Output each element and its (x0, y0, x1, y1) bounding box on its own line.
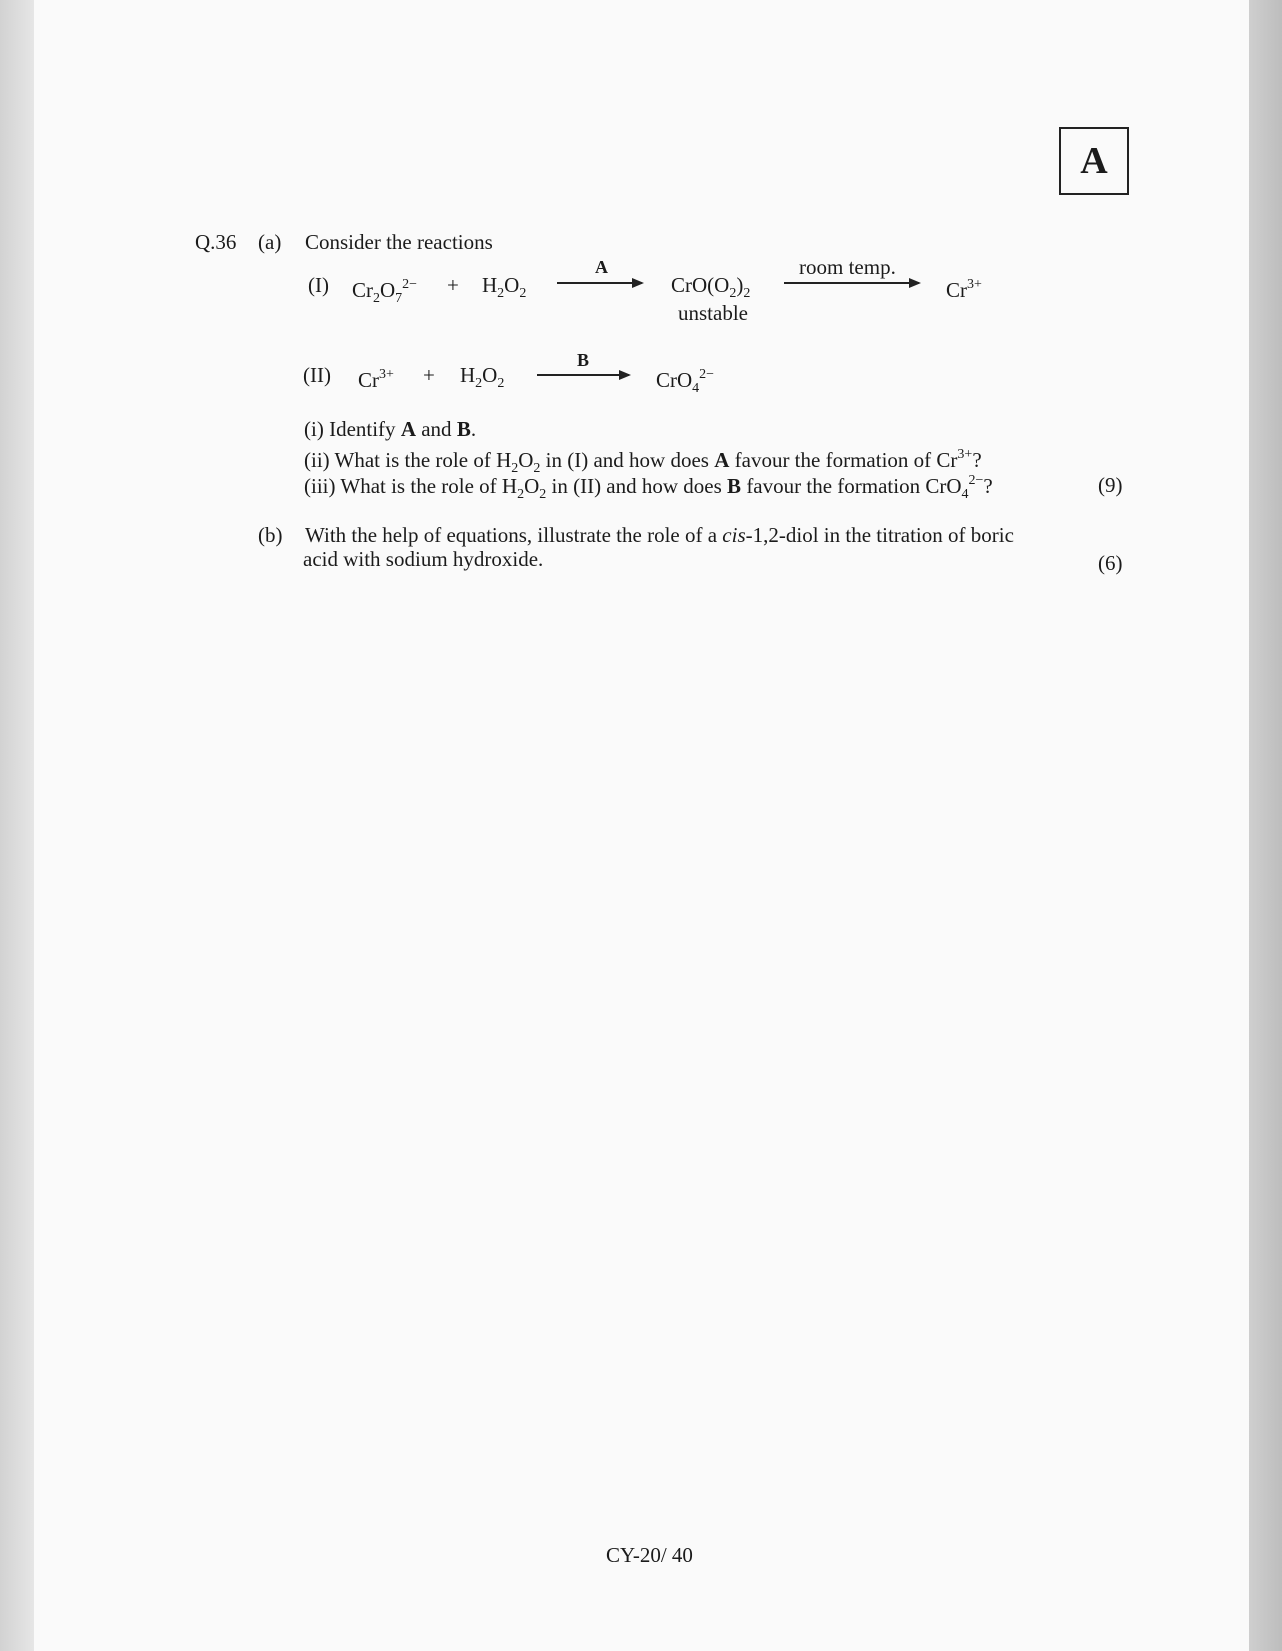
reaction-1-plus: + (447, 273, 459, 297)
reaction-1-product: $Cr^{3+}$ (946, 277, 982, 302)
reaction-1-arrow-2 (784, 282, 919, 284)
reaction-2-arrow (537, 374, 629, 376)
part-b-line-2: acid with sodium hydroxide. (303, 547, 544, 571)
page-footer: CY-20/ 40 (606, 1543, 693, 1567)
part-a-intro: Consider the reactions (305, 230, 493, 254)
reaction-2-reactant-cr: $Cr^{3+}$ (358, 367, 394, 392)
reaction-2-product: CrO$_4^{2-}$ (656, 367, 715, 396)
part-a-label: (a) (258, 230, 282, 254)
scan-right-edge (1249, 0, 1282, 1651)
answer-key-box: A (1059, 127, 1129, 195)
reaction-1-arrow-1 (557, 282, 642, 284)
question-number: Q.36 (195, 230, 237, 254)
sub-question-ii: (ii) What is the role of $H_2O_2$ in (I) and how does A favour the formation of $Cr^{3+}$? (304, 447, 982, 476)
reaction-2-plus: + (423, 363, 435, 387)
reaction-2-reactant-h2o2: $H_2O_2$ (460, 363, 505, 391)
reaction-1-arrow-1-label: A (595, 257, 608, 277)
reaction-1-intermediate-note: unstable (678, 301, 748, 325)
reaction-1-reactant-dichromate: $Cr_2O_7^{2-}$ (352, 277, 418, 306)
reaction-1-reactant-h2o2: $H_2O_2$ (482, 273, 527, 301)
reaction-1-arrow-2-label: room temp. (799, 255, 896, 279)
part-b-marks: (6) (1098, 551, 1123, 575)
sub-question-i: (i) Identify A and B. (304, 417, 477, 441)
reaction-1-label: (I) (308, 273, 329, 297)
sub-question-iii: (iii) What is the role of $H_2O_2$ in (II) and how does B favour the formation CrO$_4^{2-}$? (304, 473, 993, 502)
reaction-1-intermediate: $CrO(O_2)_2$ (671, 273, 751, 301)
part-b-label: (b) (258, 523, 283, 547)
part-a-marks: (9) (1098, 473, 1123, 497)
part-b-line-1: With the help of equations, illustrate the role of a cis-1,2-diol in the titration of boric (305, 523, 1014, 547)
reaction-2-arrow-label: B (577, 350, 590, 370)
scan-left-edge (0, 0, 34, 1651)
reaction-2-label: (II) (303, 363, 331, 387)
